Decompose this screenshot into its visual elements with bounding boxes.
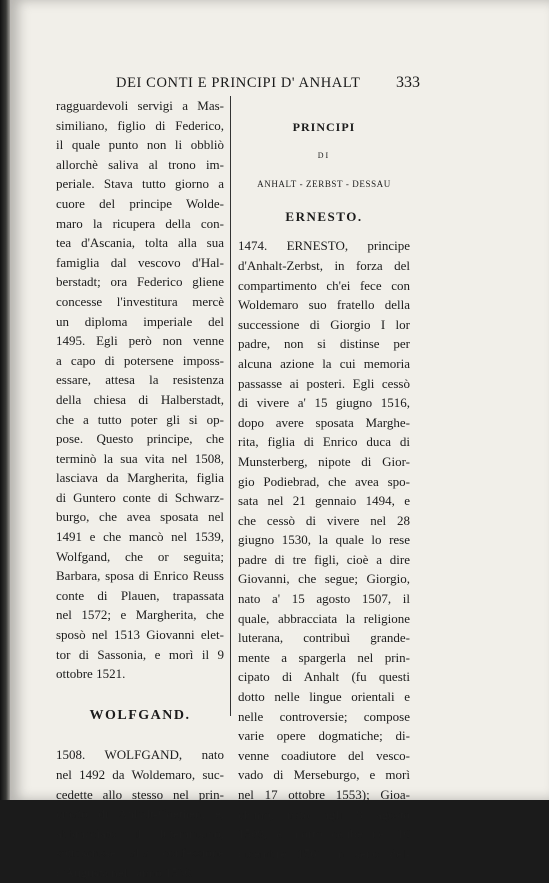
text-line: che cessò di vivere nel 28 — [238, 512, 410, 528]
text-line: nel 1492 da Woldemaro, suc- — [56, 767, 224, 782]
binding-gutter — [0, 0, 10, 800]
text-line: terminò la sua vita nel 1508, — [56, 450, 224, 466]
text-line: 1491 e che mancò nel 1539, — [56, 529, 224, 545]
text-line: quale, abbracciata la religione — [238, 610, 410, 626]
text-line: luterana, contribuì grande- — [238, 630, 410, 646]
text-line: Giovanni, che segue; Giorgio, — [238, 571, 410, 587]
text-line: cipato di Anhalt (fu questi — [238, 669, 410, 685]
text-line: 1474. ERNESTO, principe — [238, 238, 410, 254]
right-text-block — [238, 236, 410, 863]
text-line: un diploma imperiale del — [56, 313, 224, 329]
text-line: 1495. Egli però non venne — [56, 333, 224, 349]
left-text-block — [56, 96, 224, 684]
text-line: passasse ai posteri. Egli cessò — [238, 375, 410, 391]
text-line: cedette allo stesso nel prin- — [56, 786, 224, 802]
left-text-block-2 — [56, 745, 224, 882]
text-line: di Guntero conte di Schwarz- — [56, 489, 224, 505]
text-line: rita, figlia di Enrico duca di — [238, 434, 410, 450]
text-line: dopo avere sposata Marghe- — [238, 414, 410, 430]
text-line: dotto nelle lingue orientali e — [238, 689, 410, 705]
text-line: famiglia dal vescovo d'Hal- — [56, 254, 224, 270]
section-title-house: ANHALT - ZERBST - DESSAU — [257, 179, 391, 190]
text-line: d'Augusta nell' anno 1530. — [56, 864, 195, 880]
text-line: gio Podiebrad, che avea spo- — [238, 473, 410, 489]
text-line: burgo, che avea sposata nel — [56, 509, 224, 525]
text-line: padre di tre figli, cioè a dire — [238, 551, 410, 567]
text-line: mente a spargerla nel prin- — [238, 649, 410, 665]
text-line: allorchè saliva al trono im- — [56, 156, 224, 172]
text-line: Barbara, sposa di Enrico Reuss — [56, 568, 224, 584]
section-title-principi: PRINCIPI — [292, 120, 356, 134]
text-line: chimo, nato agli 8 agosto — [238, 806, 410, 822]
text-line: che a tutto poter gli si op- — [56, 411, 224, 427]
text-line: lasciava da Margherita, figlia — [56, 470, 224, 486]
text-line: ragguardevoli servigi a Mas- — [56, 98, 224, 113]
text-line: alcuna azione la cui memoria — [238, 355, 410, 371]
text-line: sottoscrisse alla confessione — [56, 845, 224, 861]
text-line: tea d'Ascania, tolta alla sua — [56, 235, 224, 251]
text-line: vado di Merseburgo, e morì — [238, 767, 410, 783]
text-line: padre, non si distinse per — [238, 336, 410, 352]
text-line: sata nel 21 gennaio 1494, e — [238, 493, 410, 509]
text-line: a capo di potersene imposs- — [56, 352, 224, 368]
text-line: conte di Plauen, trapassata — [56, 587, 224, 603]
text-line: 1509, e morto celibe nel 16 — [238, 826, 410, 842]
text-line: successione di Giorgio I lor — [238, 316, 410, 332]
text-line: nelle controversie; compose — [238, 708, 410, 724]
text-line: ottobre 1521. — [56, 666, 126, 682]
text-line: pose. Questo principe, che — [56, 431, 224, 447]
text-line: venne coadiutore del vesco- — [238, 747, 410, 763]
text-line: tor di Sassonia, e morì il 9 — [56, 646, 224, 662]
text-line: di vivere a' 15 giugno 1516, — [238, 395, 410, 411]
text-line: dicembre 1561 in seno del- — [238, 845, 410, 861]
section-heading-ernesto: ERNESTO. — [285, 208, 363, 224]
text-line: compartimento ch'ei fece con — [238, 277, 410, 293]
text-line: cipato di Anhalt-Coethen, e, — [56, 806, 224, 822]
text-line: essare, attesa la resistenza — [56, 372, 224, 388]
text-line: varie opere dogmatiche; di- — [238, 728, 410, 744]
column-rule — [230, 96, 231, 716]
left-column — [56, 96, 224, 883]
text-line: similiano, figlio di Federico, — [56, 117, 224, 133]
text-line: cuore del principe Wolde- — [56, 195, 224, 211]
text-line: abbracciato il luteranismo, — [56, 825, 224, 841]
text-line: concesse l'investitura mercè — [56, 293, 224, 309]
section-title-di: DI — [317, 150, 331, 160]
text-line: sposò nel 1513 Giovanni elet- — [56, 627, 224, 643]
text-line: giugno 1530, la quale lo rese — [238, 532, 410, 548]
section-heading-wolfgand: WOLFGAND. — [89, 707, 191, 723]
text-line: Woldemaro suo fratello della — [238, 297, 410, 313]
text-line: berstadt; ora Federico gliene — [56, 274, 224, 290]
text-line: nel 17 ottobre 1553); Gioa- — [238, 787, 410, 802]
text-line: nel 1572; e Margherita, che — [56, 607, 224, 623]
text-line: periale. Stava tutto giorno a — [56, 176, 224, 192]
text-line: d'Anhalt-Zerbst, in forza del — [238, 257, 410, 273]
text-line: Munsterberg, nipote di Gior- — [238, 453, 410, 469]
text-line: 1508. WOLFGAND, nato — [56, 747, 224, 763]
text-line: della chiesa di Halberstadt, — [56, 391, 224, 407]
page-number: 333 — [396, 74, 420, 91]
right-column — [238, 96, 410, 863]
running-head: DEI CONTI E PRINCIPI D' ANHALT — [116, 75, 361, 91]
text-line: Wolfgand, che or seguita; — [56, 548, 224, 564]
text-line: maro la ricupera della con- — [56, 215, 224, 231]
text-line: il quale punto non li obbliò — [56, 137, 224, 153]
text-line: nato a' 15 agosto 1507, il — [238, 591, 410, 607]
